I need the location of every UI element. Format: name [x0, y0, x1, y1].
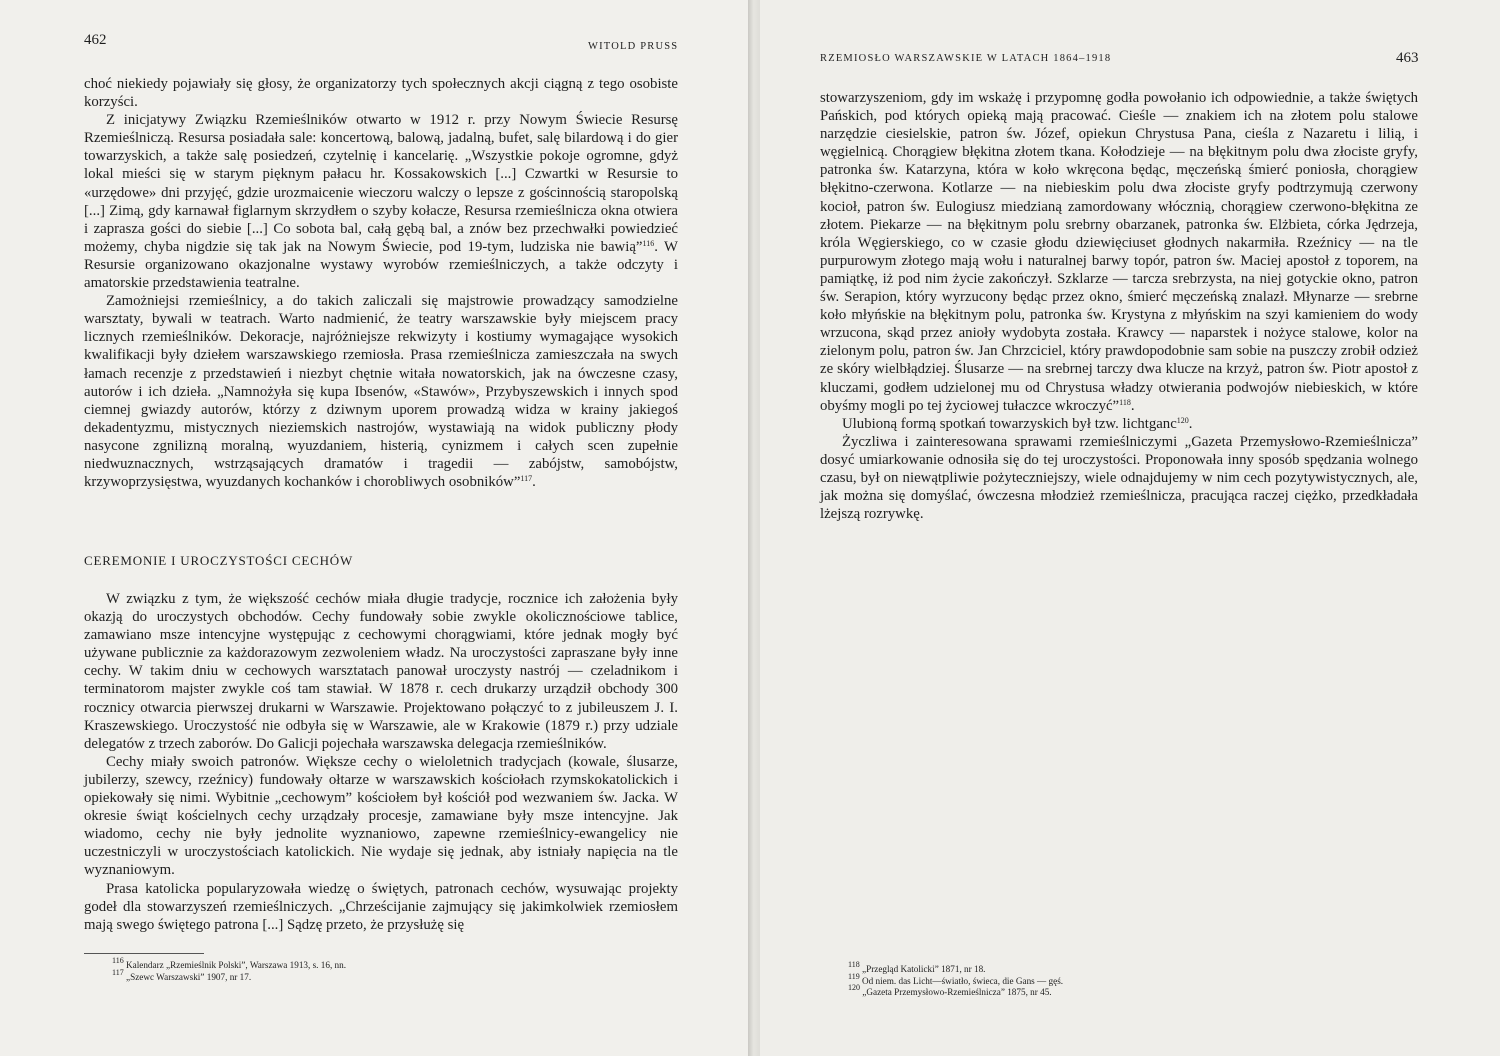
paragraph-text-cont: . W Resursie organizowano okazjonalne wystawy wyrobów rzemieślniczych, a także odczyty i amatorskie przedstawienia teatralne. — [84, 238, 678, 292]
section-title: CEREMONIE I UROCZYSTOŚCI CECHÓW — [84, 553, 354, 568]
footnote — [848, 971, 1408, 988]
footnote-text: Od niem. das Licht—światło, świeca, die Gans — gęś. — [859, 975, 1064, 986]
footnote — [112, 967, 672, 984]
running-head: WITOLD PRUSS — [588, 41, 679, 52]
paragraph-text-cont: . — [1130, 397, 1135, 414]
footnote-ref[interactable]: 117 — [520, 474, 533, 484]
paragraph-text: Prasa katolicka popularyzowała wiedzę o świętych, patronach cechów, wysuwając projekty godeł dla stowarzyszeń rzemieślniczych. „Chrześcijanie zajmujący się jakimkolwiek rzemiosłem mają swego świętego patrona [...] Sądzę przeto, że przysłużę się — [84, 880, 678, 933]
paragraph-text: Ulubioną formą spotkań towarzyskich był tzw. lichtganc — [842, 415, 1177, 432]
footnote-number: 117 — [112, 967, 124, 977]
paragraph-text-cont: . — [1188, 415, 1193, 432]
paragraph — [84, 292, 678, 491]
body-text-upper — [84, 75, 678, 491]
paragraph-text: stowarzyszeniom, gdy im wskażę i przypomnę godła powołanio ich odpowiednie, a także świętych Pańskich, pod których opieką mają pracować. Cieśle — znakiem ich na złotem polu stalowe narzędzie ciesielskie, patron św. Józef, opiekun Chrystusa Pana, cieśla z Nazaretu i lilią, i węgielnicą. Chorągiew błękitna złotem tkana. Kołodzieje — na błękitnym polu dwa złociste gryfy, patronka św. Katarzyna, która w koło wkręcona będąc, męczeńską śmierć poniosła, chorągiew błękitno-czerwona. Kotlarze — na niebieskim polu dwa złociste gryfy podtrzymują czerwony kocioł, patron św. Eulogiusz miedzianą zamordowany włócznią, chorągiew czerwono-błękitna ze złotem. Piekarze — na błękitnym polu srebrny obarzanek, patronka św. Elżbieta, córka Jędrzeja, króla Węgierskiego, co w czasie głodu dziewięciuset głodnych nakarmiła. Rzeźnicy — na tle purpurowym złotego mają wołu i naturalnej barwy topór, patron św. Maciej apostoł z toporem, na pamiątkę, iż pod nim życie zakończył. Szklarze — tarcza srebrzysta, na niej gotyckie okno, patron św. Serapion, który wyrzucony będąc przez okno, śmierć męczeńską znalazł. Młynarze — srebrne koło młyńskie na błękitnym polu, patronka św. Krystyna z młyńskim na szyi kamieniem do wody wrzucona, skąd przez anioły wydobyta została. Krawcy — naparstek i nożyce stalowe, kolor na zielonym polu, patron św. Jan Chrzciciel, który prawdopodobnie sam sobie na puszczy zrobił odzież ze skóry wielbłądziej. Ślusarze — na srebrnej tarczy dwa klucze na krzyż, patron św. Piotr apostoł z kluczami, godłem udzielonej mu od Chrystusa władzy otwierania podwojów niebieskich, w które obyśmy mogli po tej życiowej tułaczce wkroczyć” — [820, 90, 1418, 414]
footnote — [848, 983, 1408, 999]
footnote-number: 120 — [848, 983, 860, 993]
paragraph — [820, 415, 1418, 433]
paragraph-text: Życzliwa i zainteresowana sprawami rzemieślniczymi „Gazeta Przemysłowo-Rzemieślnicza” dosyć umiarkowanie odnosiła się do tej uroczystości. Proponowała inny sposób spędzania wolnego czasu, był on niewątpliwie pożyteczniejszy, wiele odnajdujemy w nim cech pozytywistycznych, ale, jak można się domyślać, ówczesna młodzież rzemieślnicza, pracująca raczej ciężko, przedkładała lżejszą rozrywkę. — [820, 433, 1418, 523]
paragraph — [84, 111, 678, 292]
footnote-ref[interactable]: 116 — [642, 238, 655, 248]
footnote-ref[interactable]: 120 — [1176, 415, 1189, 425]
footnote-text: Kalendarz „Rzemieślnik Polski”, Warszawa 1913, s. 16, nn. — [123, 960, 347, 970]
footnote-rule — [84, 953, 204, 954]
footnote-number: 119 — [848, 971, 860, 981]
paragraph-text: Zamożniejsi rzemieślnicy, a do takich zaliczali się majstrowie prowadzący samodzielne warsztaty, bywali w teatrach. Warto nadmienić, że teatry warszawskie były miejscem pracy licznych rzemieślników. Dekoracje, najróżniejsze rekwizyty i kostiumy wymagające wysokich kwalifikacji były dziełem warszawskiego rzemiosła. Prasa rzemieślnicza zamieszczała na swych łamach recenzje z przedstawień i niezbyt chętnie witała nowatorskich, jak na ówczesne czasy, autorów i ich dzieła. „Namnożyła się kupa Ibsenów, «Stawów», Przybyszewskich i innych spod ciemnej gwiazdy autorów, którzy z dziwnym uporem prowadzą widza w krainy jakiegoś dekadentyzmu, mistycznych nieziemskich nastrojów, wystawiają na widok publiczny płody nasycone zgnilizną moralną, wyuzdaniem, histerią, cynizmem i całych scen zupełnie niedwuznacznych, wstrząsających dramatów i tragedii — zabójstw, samobójstw, krzywoprzysięstwa, wyuzdanych kochanków i chorobliwych osobników” — [84, 293, 678, 491]
footnote — [848, 960, 1408, 976]
footnote-text: „Przegląd Katolicki” 1871, nr 18. — [859, 964, 986, 974]
body-text — [820, 89, 1418, 523]
paragraph-text: Z inicjatywy Związku Rzemieślników otwarto w 1912 r. przy Nowym Świecie Resursę Rzemieślniczą. Resursa posiadała sale: koncertową, balową, jadalną, bufet, salę bilardową i do gier towarzyskich, a także salę posiedzeń, czytelnię i kancelarię. „Wszystkie pokoje ogromne, gdyż lokal mieści się w starym pięknym pałacu hr. Kossakowskich [...] Czwartki w Resursie to «urzędowe» dni przyjęć, gdzie urozmaicenie wieczoru walczy o lepsze z gościnnością staropolską [...] Zimą, gdy karnawał figlarnym skrzydłem o szyby kołacze, Resursa rzemieślnicza okna otwiera i zaprasza gości do siebie [...] Co sobota bal, całą gębą bal, a znów bez przechwałki powiedzieć możemy, chyba nigdzie się tak jak na Nowym Świecie, pod 19-tym, ludziska nie bawią” — [84, 112, 678, 255]
paragraph — [84, 590, 678, 753]
footnote-text: „Gazeta Przemysłowo-Rzemieślnicza” 1875, nr 45. — [860, 987, 1052, 998]
page-number: 462 — [84, 32, 107, 48]
paragraph-text: Cechy miały swoich patronów. Większe cechy o wieloletnich tradycjach (kowale, ślusarze, jubilerzy, szewcy, rzeźnicy) fundowały ołtarze w warszawskich kościołach rzymskokatolickich i opiekowały się nimi. Wybitnie „cechowym” kościołem był kościół pod wezwaniem św. Jacka. W okresie świąt kościelnych cechy urządzały procesje, zamawiane były msze intencyjne. Jak wiadomo, cechy nie były jednolite wyznaniowo, zapewne rzemieślnicy-ewangelicy nie uczestniczyli w uroczystościach katolickich. Nie wydaje się jednak, aby istniały napięcia na tle wyznaniowym. — [84, 753, 678, 879]
footnote-number: 116 — [112, 956, 124, 965]
footnote — [112, 956, 672, 972]
paragraph — [820, 89, 1418, 415]
paragraph — [84, 753, 678, 880]
footnotes — [848, 960, 1408, 999]
paragraph-text: W związku z tym, że większość cechów miała długie tradycje, rocznice ich założenia były okazją do uroczystych obchodów. Cechy fundowały sobie zwykle okolicznościowe tablice, zamawiano msze intencyjne występując z cechowymi chorągwiami, które jednak mogły być używane publicznie za każdorazowym zezwoleniem władz. Na uroczystości zapraszane były inne cechy. W takim dniu w cechowych warsztatach panował uroczysty nastrój — czeladnikom i terminatorom majster zwykle coś tam stawiał. W 1878 r. cech drukarzy urządził obchody 300 rocznicy otwarcia pierwszej drukarni w Warszawie. Projektowano połączyć to z jubileuszem J. I. Kraszewskiego. Uroczystość nie odbyła się w Warszawie, ale w Krakowie (1879 r.) przy udziale delegatów z trzech zaborów. Do Galicji pojechała warszawska delegacja rzemieślników. — [84, 591, 678, 752]
footnote-text: „Szewc Warszawski” 1907, nr 17. — [123, 971, 252, 982]
paragraph — [84, 880, 678, 934]
paragraph — [84, 75, 678, 111]
footnotes — [112, 956, 672, 983]
running-head: RZEMIOSŁO WARSZAWSKIE W LATACH 1864–1918 — [820, 53, 1112, 64]
footnote-number: 118 — [848, 960, 860, 969]
paragraph — [820, 433, 1418, 523]
footnote-ref[interactable]: 118 — [1119, 397, 1131, 407]
paragraph-text: choć niekiedy pojawiały się głosy, że organizatorzy tych społecznych akcji ciągną z tego osobiste korzyści. — [84, 76, 678, 111]
right-page — [760, 0, 1500, 1056]
paragraph-text-cont: . — [532, 474, 536, 491]
body-text-lower — [84, 590, 678, 934]
page-number: 463 — [1396, 50, 1419, 66]
